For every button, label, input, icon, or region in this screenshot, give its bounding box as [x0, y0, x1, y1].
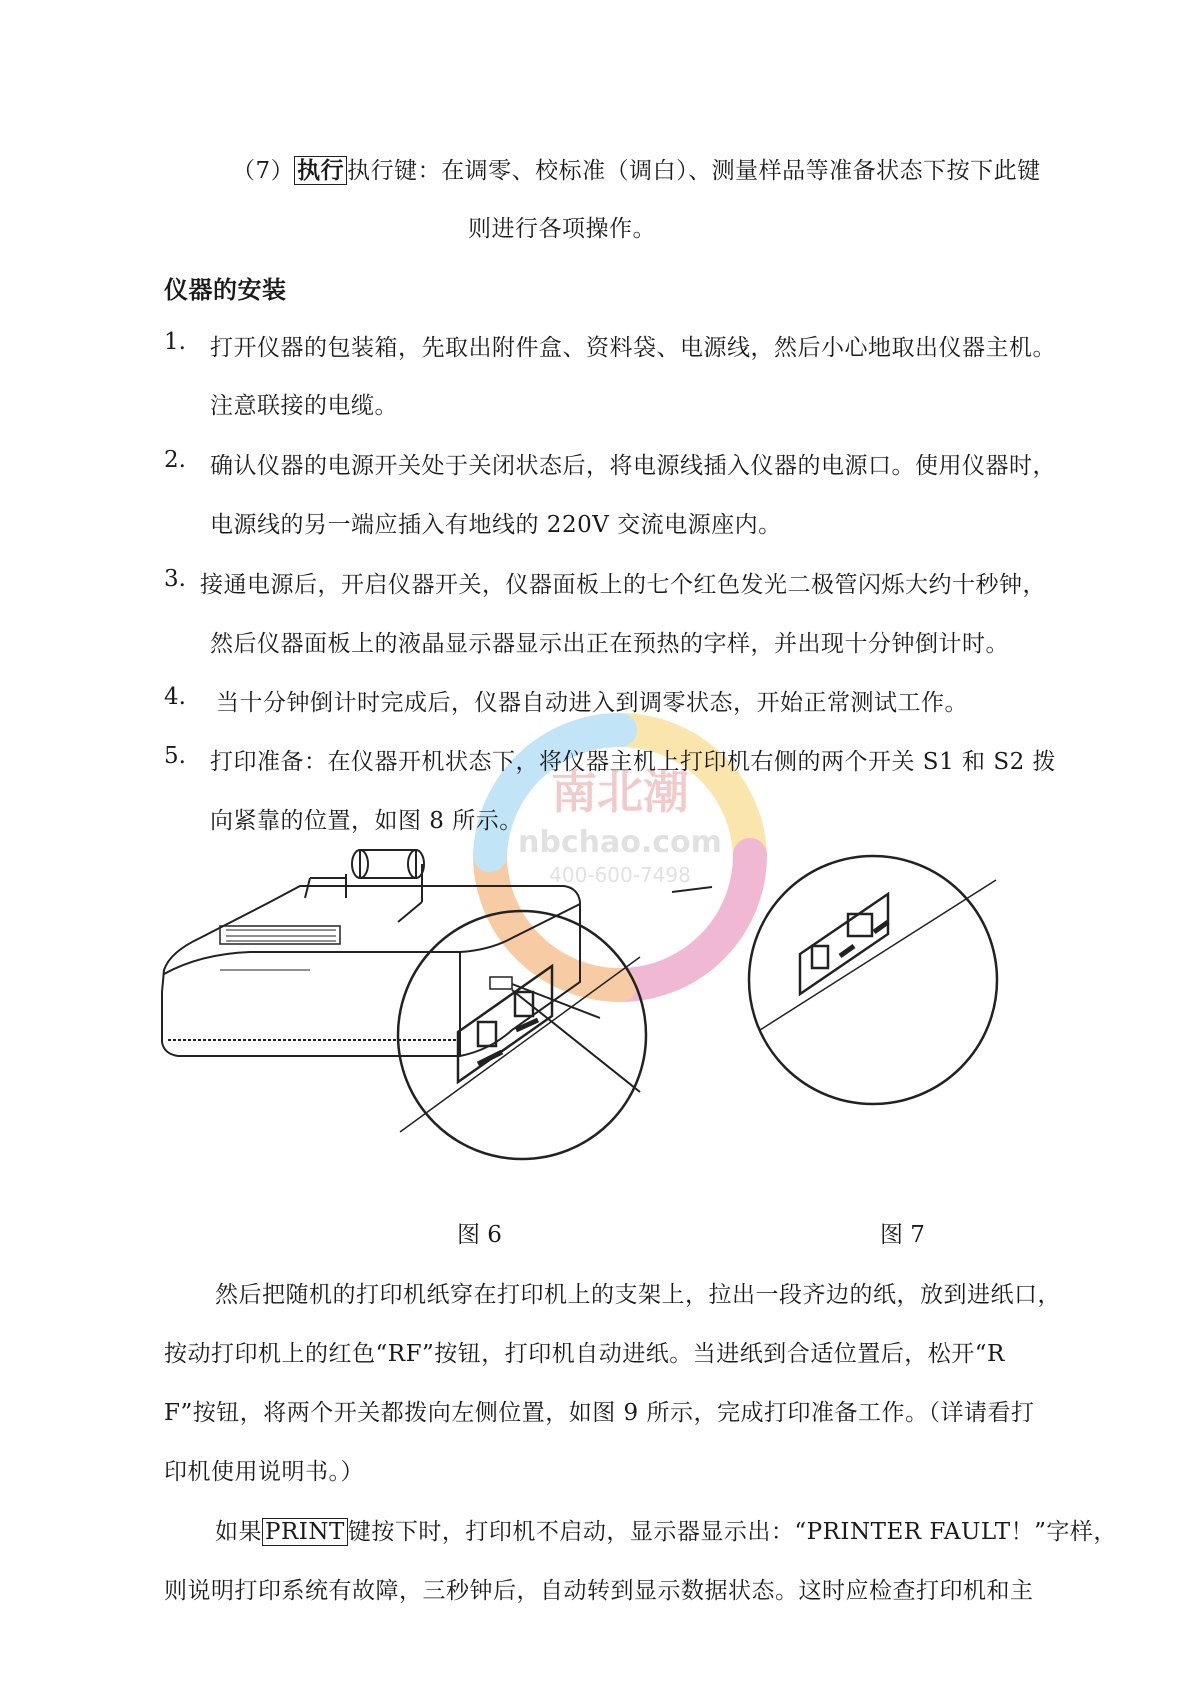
step-4-number: 4.: [164, 684, 186, 710]
paragraph-1-line1: 然后把随机的打印机纸穿在打印机上的支架上，拉出一段齐边的纸，放到进纸口，: [215, 1282, 1061, 1308]
step-3-line1: 接通电源后，开启仪器开关，仪器面板上的七个红色发光二极管闪烁大约十秒钟，: [200, 572, 1046, 598]
watermark-site: nbchao.com: [518, 825, 722, 860]
paragraph-1-line3: F”按钮，将两个开关都拨向左侧位置，如图 9 所示，完成打印准备工作。（详请看打: [164, 1400, 1035, 1426]
step-5-line1: 打印准备：在仪器开机状态下，将仪器主机上打印机右侧的两个开关 S1 和 S2 拨: [210, 749, 1057, 775]
item7-text: 执行键：在调零、校标准（调白）、测量样品等准备状态下按下此键: [347, 158, 1041, 184]
paragraph-2-line1: [215, 1513, 1117, 1546]
step-1-number: 1.: [164, 329, 186, 355]
step-2-number: 2.: [164, 447, 186, 473]
step-1-line1: 打开仪器的包装箱，先取出附件盒、资料袋、电源线，然后小心地取出仪器主机。: [210, 335, 1056, 361]
watermark-phone: 400-600-7498: [549, 863, 691, 887]
step-4-line1: 当十分钟倒计时完成后，仪器自动进入到调零状态，开始正常测试工作。: [216, 690, 968, 716]
watermark-brand: 南北潮: [551, 765, 689, 819]
item7-line1: [232, 152, 1041, 185]
step-3-line2: 然后仪器面板上的液晶显示器显示出正在预热的字样，并出现十分钟倒计时。: [210, 631, 1009, 657]
step-3-number: 3.: [164, 566, 186, 592]
section-title: 仪器的安装: [164, 275, 287, 304]
execute-key-box: 执行: [294, 156, 347, 185]
print-key-box: PRINT: [262, 1518, 348, 1546]
step-5-line2: 向紧靠的位置，如图 8 所示。: [210, 808, 523, 834]
paragraph-2-line2: 则说明打印系统有故障，三秒钟后，自动转到显示数据状态。这时应检查打印机和主: [164, 1578, 1034, 1604]
paragraph-2-pre: 如果: [215, 1519, 262, 1545]
step-5-number: 5.: [164, 743, 186, 769]
paragraph-2-post: 键按下时，打印机不启动，显示器显示出：“PRINTER FAULT！”字样，: [347, 1519, 1117, 1545]
step-2-line2: 电源线的另一端应插入有地线的 220V 交流电源座内。: [210, 512, 782, 538]
figure-7-caption: 图 7: [880, 1222, 925, 1248]
printer-switch-figure: [160, 842, 1080, 1200]
paragraph-1-line2: 按动打印机上的红色“RF”按钮，打印机自动进纸。当进纸到合适位置后，松开“R: [164, 1341, 1005, 1367]
step-1-line2: 注意联接的电缆。: [210, 393, 398, 419]
figure-6-caption: 图 6: [457, 1222, 502, 1248]
item7-line2: 则进行各项操作。: [468, 216, 656, 242]
paragraph-1-line4: 印机使用说明书。）: [164, 1459, 364, 1485]
step-2-line1: 确认仪器的电源开关处于关闭状态后，将电源线插入仪器的电源口。使用仪器时，: [210, 453, 1056, 479]
item7-prefix: （7）: [232, 158, 295, 184]
